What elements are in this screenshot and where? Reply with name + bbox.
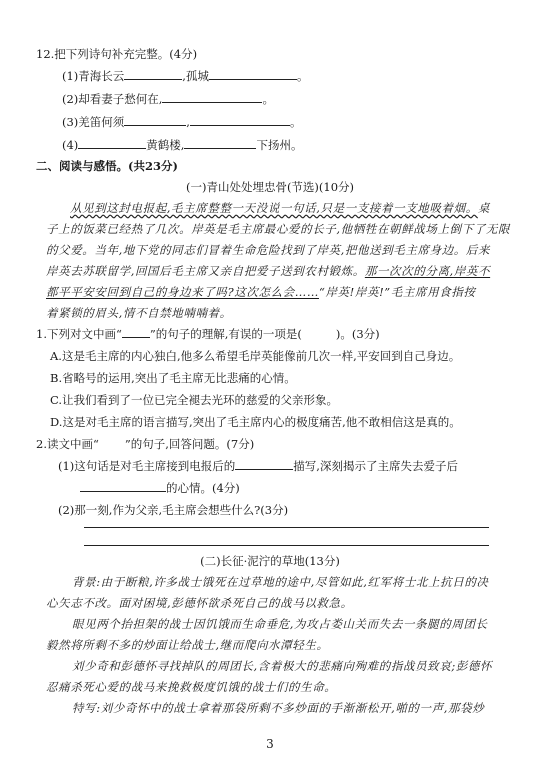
section-title: 二、阅读与感悟。(共23分) — [36, 159, 178, 173]
passage2-line: 忍痛杀死心爱的战马来挽救极度饥饿的战士们的生命。 — [46, 680, 337, 694]
passage1-title: (一)青山处处埋忠骨(节选)(10分) — [185, 180, 355, 194]
q2-stem: 2.读文中画“ ”的句子,回答问题。(7分) — [36, 437, 255, 451]
blank[interactable] — [124, 114, 186, 126]
blank[interactable] — [124, 68, 182, 80]
passage2-line: 眼见两个抬担架的战士因饥饿而生命垂危,为攻占娄山关而失去一条腿的周团长 — [72, 617, 488, 631]
blank[interactable] — [209, 68, 297, 80]
q2-sub1-line2: 的心情。(4分) — [80, 480, 240, 496]
blank[interactable] — [78, 137, 146, 149]
passage1-line-1: 从见到这封电报起,毛主席整整一天没说一句话,只是一支接着一支地吸着烟。桌 — [70, 201, 490, 215]
q12-line-3: (3)羌笛何须 , 。 — [62, 115, 302, 129]
passage2-line: 特写:刘少奇怀中的战士拿着那袋所剩不多炒面的手渐渐松开,啪的一声,那袋炒 — [72, 701, 485, 715]
wavy-mark — [99, 436, 125, 452]
blank[interactable] — [235, 458, 293, 470]
q12-line-2: (2)却看妻子愁何在, 。 — [62, 92, 274, 106]
q1-option-a[interactable]: A.这是毛主席的内心独白,他多么希望毛岸英能像前几次一样,平安回到自己身边。 — [50, 349, 461, 363]
q12-title: 12.把下列诗句补充完整。(4分) — [36, 47, 198, 61]
q1-option-d[interactable]: D.这是对毛主席的语言描写,突出了毛主席内心的极度痛苦,他不敢相信这是真的。 — [50, 415, 461, 429]
blank[interactable] — [184, 137, 256, 149]
q1-option-b[interactable]: B.省略号的运用,突出了毛主席无比悲痛的心情。 — [50, 371, 296, 385]
page-number: 3 — [266, 737, 274, 751]
passage2-line: 心矢志不改。面对困境,彭德怀欲杀死自己的战马以救急。 — [46, 596, 353, 610]
passage2-line: 毅然将所剩不多的炒面让给战士,继而爬向水潭轻生。 — [46, 638, 329, 652]
passage2-title: (二)长征·泥泞的草地(13分) — [200, 554, 340, 568]
q1-stem: 1.下列对文中画“ ”的句子的理解,有误的一项是( )。(3分) — [36, 327, 380, 341]
blank[interactable] — [162, 91, 262, 103]
passage1-line-6: 着紧锁的眉头,情不自禁地喃喃着。 — [46, 306, 232, 320]
passage1-line-5: 都平平安安回到自己的身边来了吗?这次怎么会……“岸英!岸英!”毛主席用食指按 — [46, 285, 476, 299]
q1-option-c[interactable]: C.让我们看到了一位已完全褪去光环的慈爱的父亲形象。 — [50, 393, 339, 407]
passage1-line-2: 子上的饭菜已经热了几次。岸英是毛主席最心爱的长子,他牺牲在朝鲜战场上倒下了无限 — [46, 222, 511, 236]
q12-line-4: (4) 黄鹤楼, 下扬州。 — [62, 138, 303, 152]
passage2-line: 背景:由于断粮,许多战士饿死在过草地的途中,尽管如此,红军将士北上抗日的决 — [72, 575, 489, 589]
q12-line-1: (1)青海长云 ,孤城 。 — [62, 69, 309, 83]
blank[interactable] — [80, 480, 166, 492]
q2-sub1-line1: (1)这句话是对毛主席接到电报后的 描写,深刻揭示了主席失去爱子后 — [58, 459, 458, 473]
q2-sub2: (2)那一刻,作为父亲,毛主席会想些什么?(3分) — [58, 503, 289, 517]
answer-line[interactable] — [84, 527, 489, 528]
answer-line[interactable] — [84, 545, 489, 546]
blank[interactable] — [190, 114, 290, 126]
passage2-line: 刘少奇和彭德怀寻找掉队的周团长,含着极大的悲痛向殉难的指战员致哀;彭德怀 — [72, 659, 493, 673]
passage1-line-4: 岸英去苏联留学,回国后毛主席又亲自把爱子送到农村锻炼。那一次次的分离,岸英不 — [46, 264, 491, 278]
passage1-line-3: 的父爱。当年,地下党的同志们冒着生命危险找到了岸英,把他送到毛主席身边。后来 — [46, 243, 491, 257]
underline-mark — [122, 326, 150, 338]
